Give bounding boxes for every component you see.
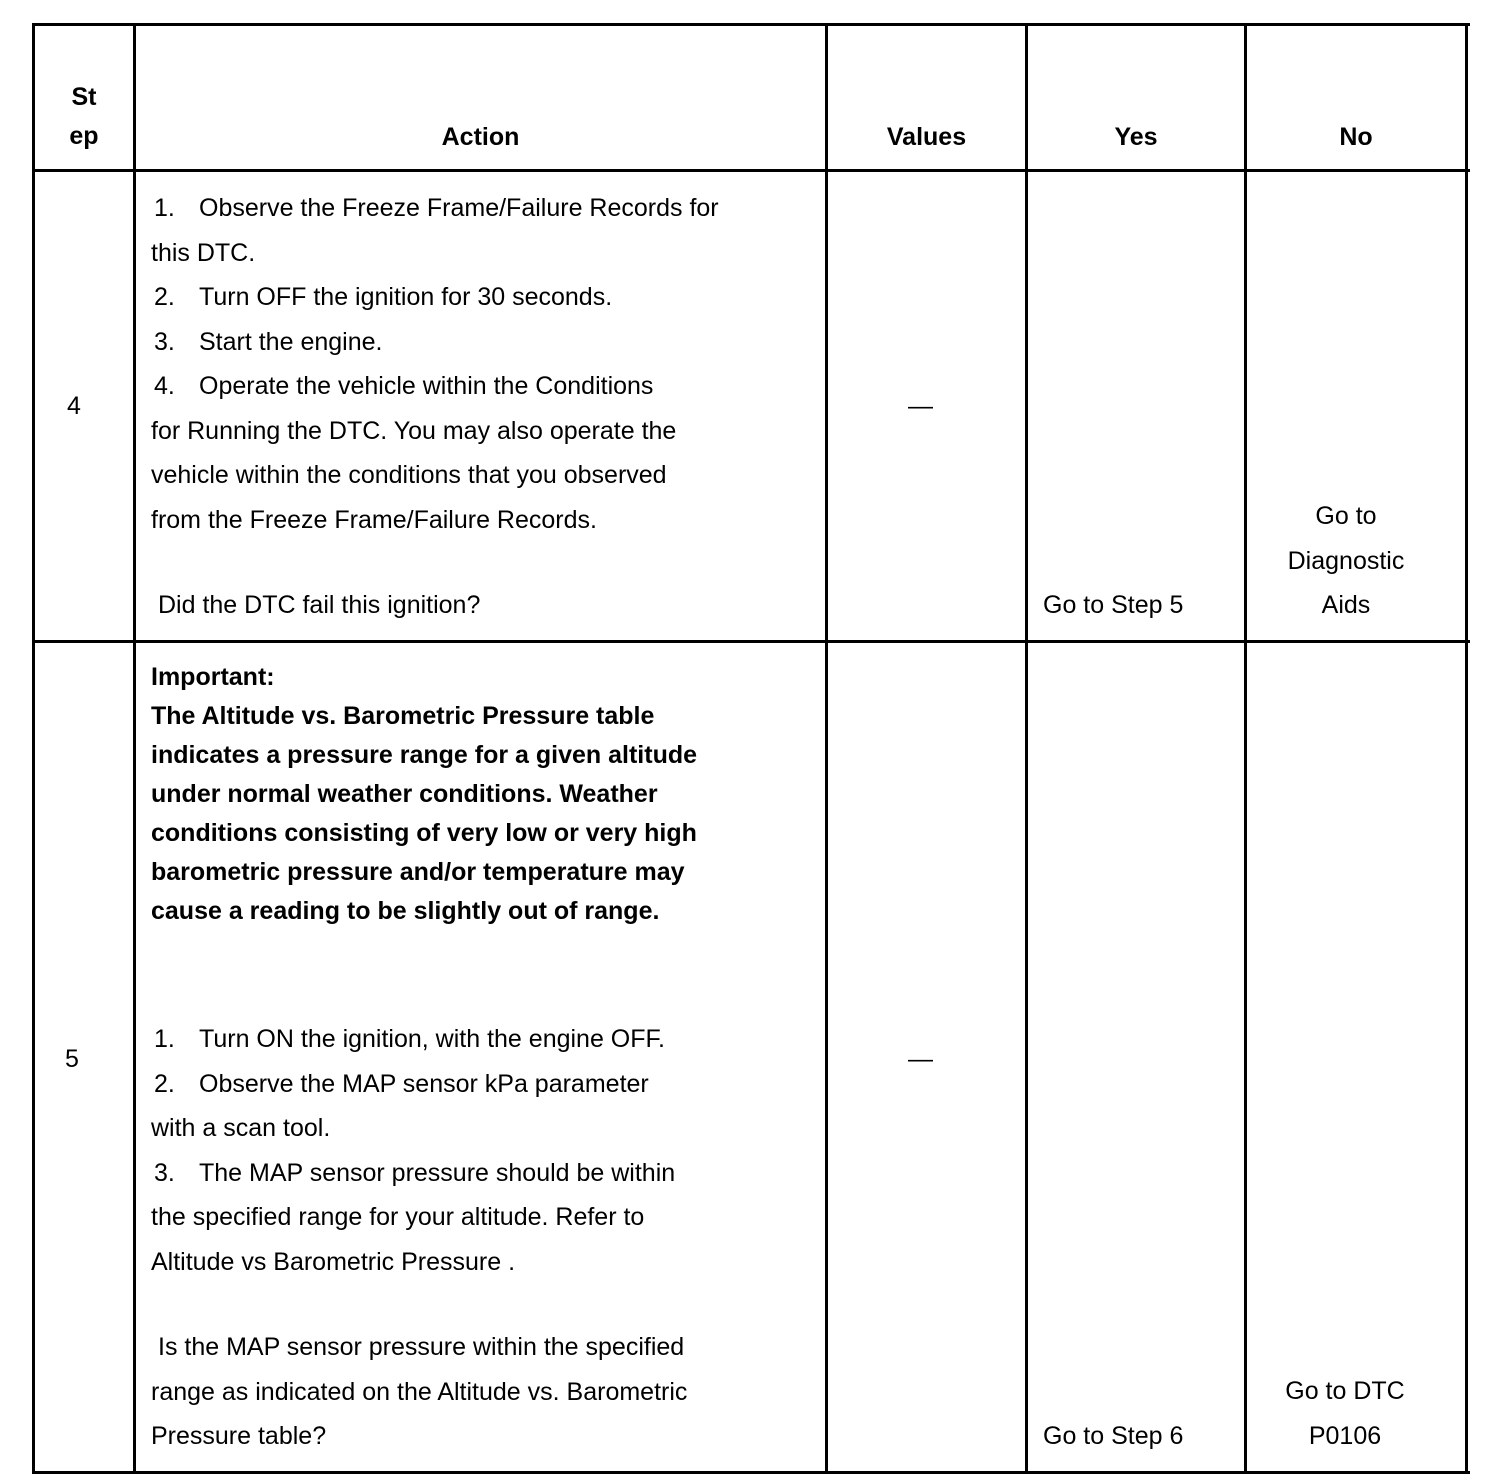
important-note — [151, 658, 697, 931]
header-values: Values — [886, 123, 967, 151]
action-list — [151, 186, 719, 542]
item-text: vehicle within the conditions that you observed — [151, 461, 667, 489]
header-no: No — [1339, 123, 1373, 151]
column-divider-step — [133, 23, 136, 1474]
item-number: 1. — [154, 1025, 175, 1053]
item-number: 1. — [154, 194, 175, 222]
header-step — [36, 78, 132, 156]
header-action: Action — [441, 123, 520, 151]
item-number: 2. — [154, 283, 175, 311]
item-text: Start the engine. — [199, 327, 383, 356]
item-number: 4. — [154, 372, 175, 400]
item-text: from the Freeze Frame/Failure Records. — [151, 505, 597, 534]
list-item — [151, 364, 719, 409]
question-text — [151, 1325, 687, 1459]
item-text: Observe the MAP sensor kPa parameter — [199, 1069, 649, 1098]
item-number: 2. — [154, 1069, 175, 1098]
item-text: Turn ON the ignition, with the engine OFF. — [199, 1025, 665, 1053]
question-text: Did the DTC fail this ignition? — [158, 591, 481, 619]
table-border-right — [1465, 23, 1468, 1474]
header-yes: Yes — [1114, 123, 1158, 151]
important-line: indicates a pressure range for a given altitude — [151, 741, 698, 769]
item-text: Observe the Freeze Frame/Failure Records for — [199, 194, 719, 222]
no-line: Go to — [1315, 502, 1377, 530]
item-text: The MAP sensor pressure should be within — [199, 1158, 676, 1187]
table-border-bottom — [32, 1471, 1470, 1474]
question-line: Is the MAP sensor pressure within the specified — [158, 1333, 685, 1361]
header-step-line: St — [71, 83, 97, 111]
yes-cell: Go to Step 5 — [1043, 591, 1184, 619]
step-number: 5 — [65, 1045, 79, 1073]
important-line: cause a reading to be slightly out of range. — [151, 897, 660, 925]
item-text: with a scan tool. — [151, 1114, 331, 1142]
table-border-left — [32, 23, 35, 1474]
list-item — [151, 186, 719, 231]
item-text: for Running the DTC. You may also operate the — [151, 416, 677, 445]
values-cell: — — [908, 1045, 933, 1073]
item-text: this DTC. — [151, 238, 256, 267]
action-list — [151, 1017, 675, 1284]
no-line: P0106 — [1308, 1421, 1382, 1450]
header-divider — [32, 169, 1470, 172]
no-line: Aids — [1321, 591, 1371, 619]
column-divider-values — [1025, 23, 1028, 1474]
no-line: Diagnostic — [1287, 546, 1405, 575]
table-border-top — [32, 23, 1470, 26]
important-label: Important: — [151, 663, 275, 691]
column-divider-yes — [1244, 23, 1247, 1474]
no-cell — [1247, 494, 1445, 628]
item-text: Altitude vs Barometric Pressure . — [151, 1247, 516, 1276]
row-divider — [32, 640, 1470, 643]
list-item — [151, 1017, 675, 1062]
column-divider-action — [825, 23, 828, 1474]
list-item — [151, 1062, 675, 1107]
important-line: The Altitude vs. Barometric Pressure table — [151, 702, 655, 730]
important-line: barometric pressure and/or temperature may — [151, 858, 685, 886]
item-text: Operate the vehicle within the Conditions — [199, 372, 654, 400]
no-line: Go to DTC — [1285, 1377, 1405, 1405]
question-line: range as indicated on the Altitude vs. Barometric — [151, 1377, 688, 1406]
list-item — [151, 275, 719, 320]
list-item — [151, 320, 719, 365]
no-cell — [1247, 1369, 1443, 1458]
item-number: 3. — [154, 1158, 175, 1187]
item-text: the specified range for your altitude. Refer to — [151, 1203, 645, 1231]
list-item — [151, 1151, 675, 1196]
values-cell: — — [908, 392, 933, 420]
question-line: Pressure table? — [151, 1422, 327, 1450]
header-step-line: ep — [69, 122, 99, 150]
important-line: conditions consisting of very low or very high — [151, 819, 697, 847]
item-text: Turn OFF the ignition for 30 seconds. — [199, 283, 613, 311]
yes-cell: Go to Step 6 — [1043, 1422, 1184, 1450]
important-line: under normal weather conditions. Weather — [151, 780, 658, 808]
item-number: 3. — [154, 327, 175, 356]
step-number: 4 — [67, 392, 81, 420]
